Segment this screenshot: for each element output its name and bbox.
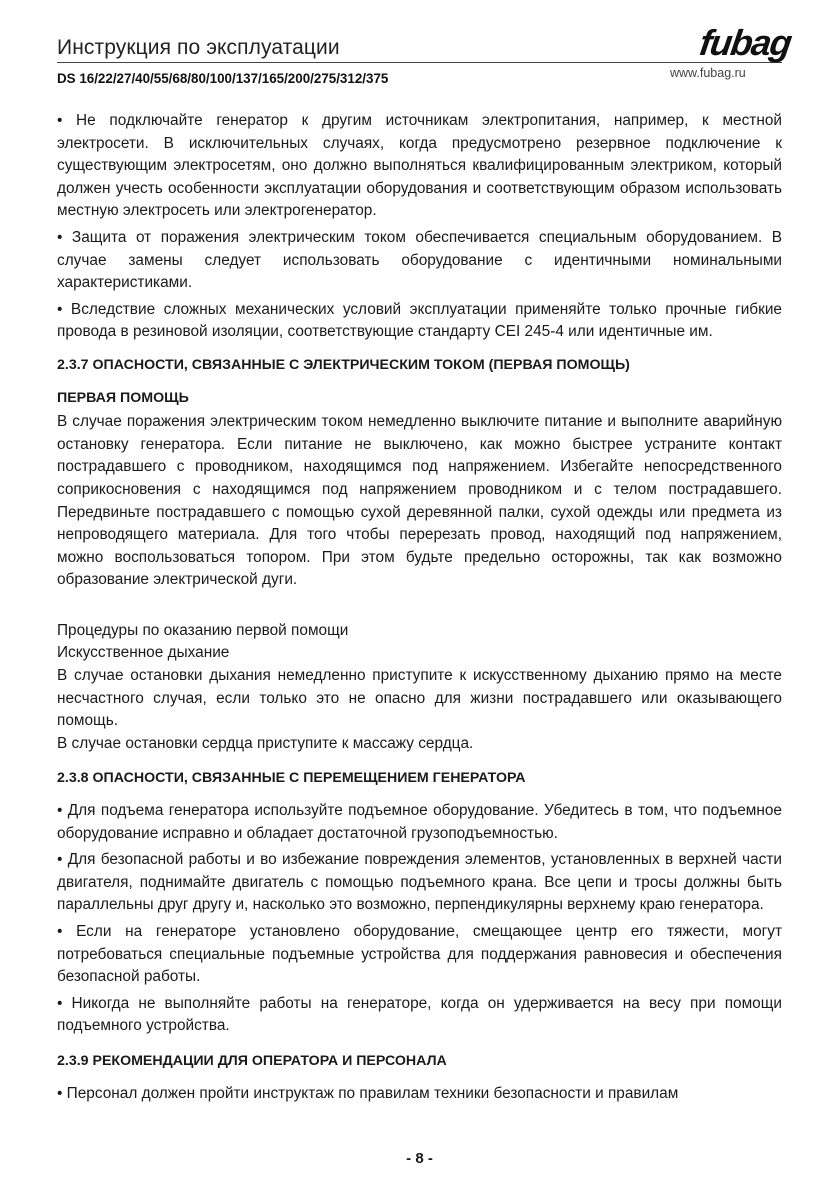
paragraph: • Если на генераторе установлено оборудование, смещающее центр его тяжести, могут потребоваться специальные подъемные устройства для поддержания равновесия и обеспечения безопасной работы. bbox=[57, 923, 782, 986]
section-heading-2-3-8: 2.3.8 ОПАСНОСТИ, СВЯЗАННЫЕ С ПЕРЕМЕЩЕНИЕМ ГЕНЕРАТОРА bbox=[57, 770, 526, 787]
spacer bbox=[57, 596, 782, 620]
paragraph: • Персонал должен пройти инструктаж по правилам техники безопасности и правилам bbox=[57, 1084, 679, 1102]
website-url: www.fubag.ru bbox=[670, 66, 746, 80]
document-title: Инструкция по эксплуатации bbox=[57, 36, 340, 59]
subheading-first-aid: ПЕРВАЯ ПОМОЩЬ bbox=[57, 389, 189, 406]
paragraph: • Не подключайте генератор к другим источникам электропитания, например, к местной электросети. В исключительных случаях, когда предусмотрено резервное подключение к существующим электросетям, оно должно выполняться квалифицированным электриком, который должен учесть особенности эксплуатации оборудования и соответствующим образом использовать местную электросеть или электрогенератор. bbox=[57, 112, 782, 220]
section-heading-2-3-9: 2.3.9 РЕКОМЕНДАЦИИ ДЛЯ ОПЕРАТОРА И ПЕРСОНАЛА bbox=[57, 1052, 447, 1069]
paragraph: • Никогда не выполняйте работы на генераторе, когда он удерживается на весу при помощи подъемного устройства. bbox=[57, 994, 782, 1035]
paragraph: • Вследствие сложных механических условий эксплуатации применяйте только прочные гибкие провода в резиновой изоляции, соответствующие стандарту CEI 245-4 или идентичные им. bbox=[57, 300, 782, 341]
page-body bbox=[57, 110, 782, 1109]
paragraph: • Защита от поражения электрическим током обеспечивается специальным оборудованием. В случае замены следует использовать оборудование с идентичными номинальными характеристиками. bbox=[57, 228, 782, 292]
model-list: DS 16/22/27/40/55/68/80/100/137/165/200/275/312/375 bbox=[57, 71, 389, 86]
fubag-logo: fubag bbox=[697, 22, 794, 63]
header-divider bbox=[57, 62, 782, 63]
section-heading-2-3-7: 2.3.7 ОПАСНОСТИ, СВЯЗАННЫЕ С ЭЛЕКТРИЧЕСКИМ ТОКОМ (ПЕРВАЯ ПОМОЩЬ) bbox=[57, 356, 630, 373]
page-number: - 8 - bbox=[406, 1150, 433, 1167]
paragraph: Процедуры по оказанию первой помощи bbox=[57, 621, 349, 639]
paragraph: • Для подъема генератора используйте подъемное оборудование. Убедитесь в том, что подъемное оборудование исправно и обладает достаточной грузоподъемностью. bbox=[57, 802, 782, 842]
paragraph: В случае поражения электрическим током немедленно выключите питание и выполните аварийную остановку генератора. Если питание не выключено, как можно быстрее устраните контакт пострадавшего с проводником, находящимся под напряжением. Избегайте непосредственного соприкосновения с находящимся под напряжением проводником и с телом пострадавшего. Передвиньте пострадавшего с помощью сухой деревянной палки, сухой одежды или предмета из непроводящего материала. Для того чтобы перерезать провод, находящий под напряжением, можно воспользоваться топором. При этом будьте предельно осторожны, так как возможно образование электрической дуги. bbox=[57, 413, 782, 589]
paragraph: В случае остановки дыхания немедленно приступите к искусственному дыханию прямо на месте несчастного случая, если только это не опасно для жизни пострадавшего или оказывающего помощь. bbox=[57, 667, 782, 730]
paragraph: Искусственное дыхание bbox=[57, 644, 230, 662]
paragraph: • Для безопасной работы и во избежание повреждения элементов, установленных в верхней части двигателя, поднимайте двигатель с помощью подъемного крана. Все цепи и тросы должны быть параллельны друг другу и, насколько это возможно, перпендикулярны верхнему краю генератора. bbox=[57, 851, 782, 914]
paragraph: В случае остановки сердца приступите к массажу сердца. bbox=[57, 734, 474, 752]
